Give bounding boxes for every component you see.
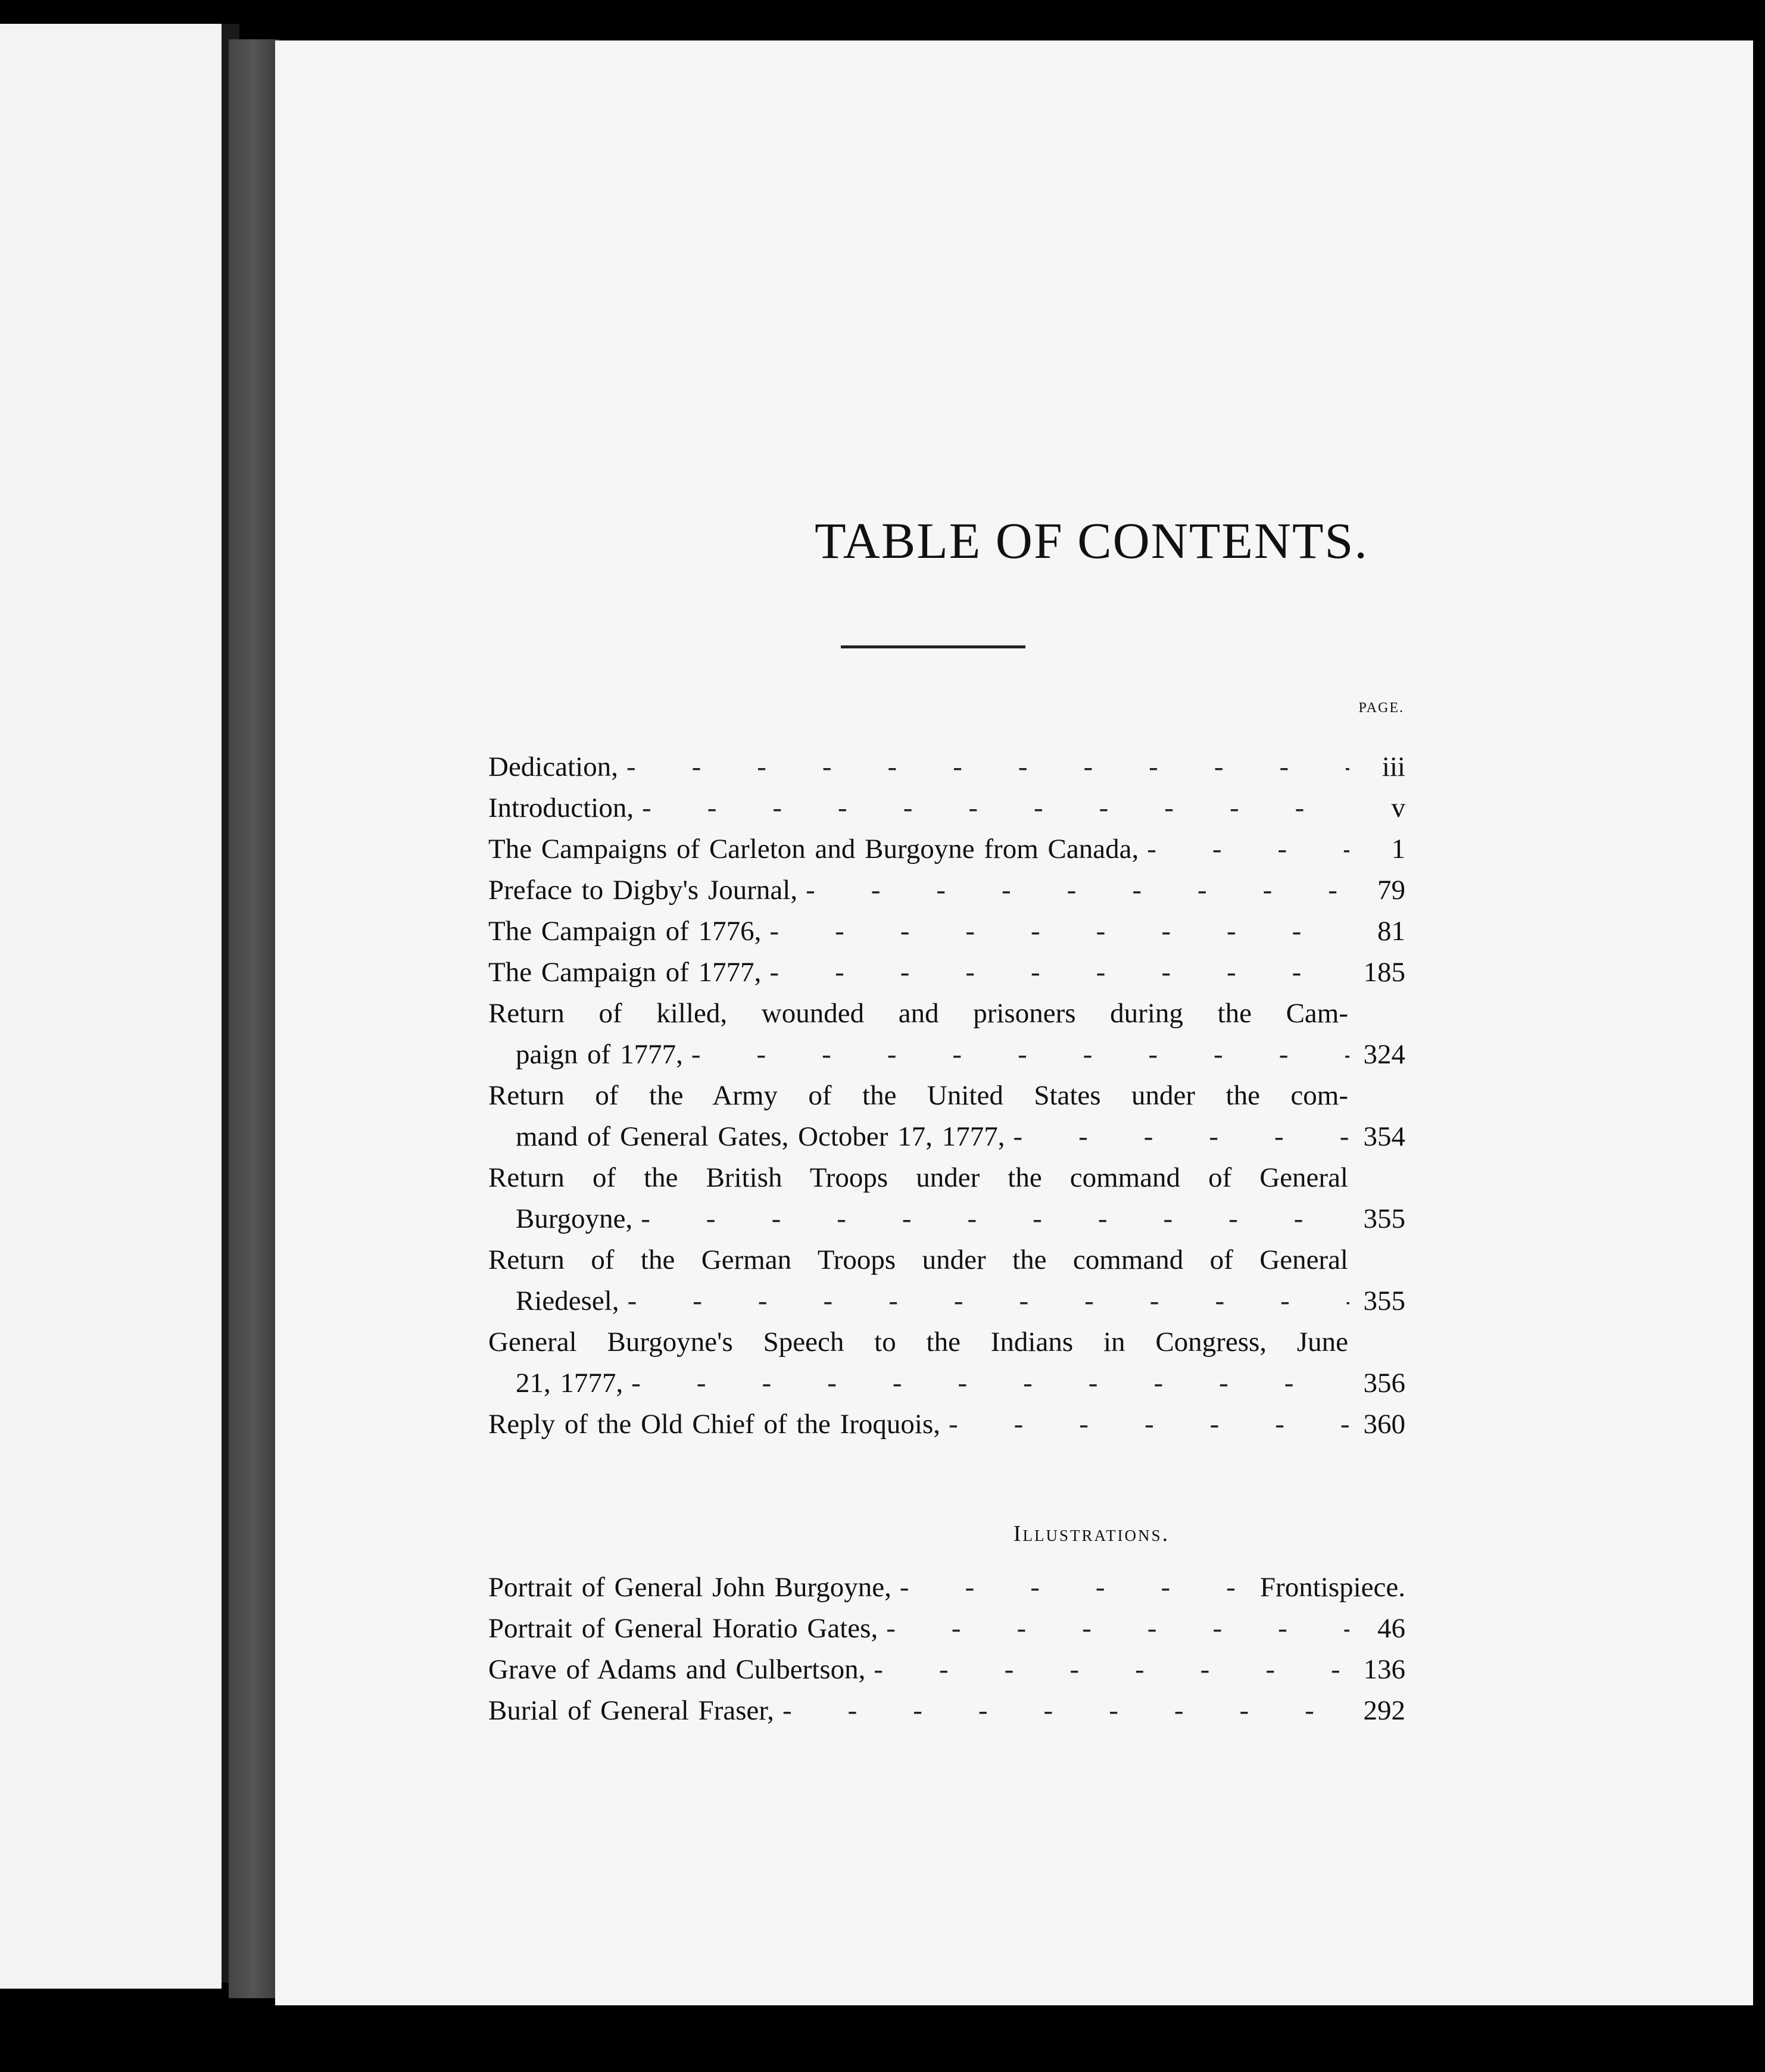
toc-entry-title-first-line: General Burgoyne's Speech to the Indians in Congress, June xyxy=(488,1327,1348,1358)
dot-leader xyxy=(1013,1116,1349,1157)
toc-entry-page: 81 xyxy=(1377,916,1405,947)
toc-entry xyxy=(488,747,1405,788)
illustration-entry xyxy=(488,1690,1405,1731)
illustration-title: Portrait of General Horatio Gates, xyxy=(488,1613,878,1644)
toc-entry-title-first-line: Return of the Army of the United States under the com- xyxy=(488,1080,1348,1111)
illustration-title: Burial of General Fraser, xyxy=(488,1695,774,1726)
page-title: TABLE OF CONTENTS. xyxy=(815,512,1368,569)
dot-leader xyxy=(900,1567,1252,1608)
dot-leader xyxy=(641,1199,1349,1240)
toc-entry xyxy=(488,1157,1405,1240)
toc-entry-title: paign of 1777, xyxy=(516,1039,683,1070)
dot-leader xyxy=(691,1034,1349,1075)
dot-leader xyxy=(806,870,1349,911)
page-column-header: PAGE. xyxy=(1358,700,1404,716)
dot-leader xyxy=(874,1649,1349,1690)
dot-leader xyxy=(628,1281,1349,1322)
toc-entry xyxy=(488,1075,1405,1157)
toc-entry-title: mand of General Gates, October 17, 1777, xyxy=(516,1121,1005,1152)
facing-page xyxy=(0,24,222,1989)
dot-leader xyxy=(949,1404,1349,1445)
toc-entry xyxy=(488,1404,1405,1445)
toc-entry xyxy=(488,1322,1405,1404)
toc-entry xyxy=(488,911,1405,952)
illustrations-list xyxy=(488,1567,1405,1731)
toc-entry-page: 79 xyxy=(1377,875,1405,906)
dot-leader xyxy=(642,788,1349,829)
illustration-title: Portrait of General John Burgoyne, xyxy=(488,1572,891,1603)
toc-entry xyxy=(488,788,1405,829)
dot-leader xyxy=(886,1608,1349,1649)
toc-entry-page: 354 xyxy=(1363,1121,1405,1152)
toc-entry xyxy=(488,1240,1405,1322)
toc-entry xyxy=(488,829,1405,870)
dot-leader xyxy=(1147,829,1349,870)
toc-entry-title: The Campaign of 1777, xyxy=(488,957,762,988)
toc-entry-title: Introduction, xyxy=(488,792,634,823)
illustration-page: Frontispiece. xyxy=(1259,1572,1405,1603)
toc-entry-page: 324 xyxy=(1363,1039,1405,1070)
illustration-title: Grave of Adams and Culbertson, xyxy=(488,1654,866,1685)
toc-entry xyxy=(488,952,1405,993)
toc-entry-title-first-line: Return of the British Troops under the command of General xyxy=(488,1162,1348,1193)
dot-leader xyxy=(626,747,1349,788)
toc-entry-title: Reply of the Old Chief of the Iroquois, xyxy=(488,1409,940,1440)
illustrations-heading: Illustrations. xyxy=(1013,1521,1170,1546)
toc-entry-page: 356 xyxy=(1363,1368,1405,1399)
toc-entry-title-first-line: Return of the German Troops under the command of General xyxy=(488,1244,1348,1275)
toc-entry-page: iii xyxy=(1382,751,1405,782)
illustration-entry xyxy=(488,1649,1405,1690)
illustration-page: 292 xyxy=(1363,1695,1405,1726)
toc-entry xyxy=(488,870,1405,911)
toc-entry-page: 355 xyxy=(1363,1285,1405,1316)
contents-page xyxy=(275,40,1753,2005)
toc-entry-title: Riedesel, xyxy=(516,1285,619,1316)
toc-entry-title: 21, 1777, xyxy=(516,1368,623,1399)
toc-entry-title: Dedication, xyxy=(488,751,618,782)
toc-entry-page: 355 xyxy=(1363,1203,1405,1234)
dot-leader xyxy=(769,911,1349,952)
illustration-entry xyxy=(488,1567,1405,1608)
toc-entry-title: Burgoyne, xyxy=(516,1203,633,1234)
illustration-entry xyxy=(488,1608,1405,1649)
toc-entry-title: The Campaign of 1776, xyxy=(488,916,762,947)
toc-entry-page: v xyxy=(1391,792,1405,823)
toc-entry-page: 360 xyxy=(1363,1409,1405,1440)
illustration-page: 136 xyxy=(1363,1654,1405,1685)
dot-leader xyxy=(631,1363,1349,1404)
toc-entry-page: 1 xyxy=(1391,834,1405,865)
dot-leader xyxy=(782,1690,1349,1731)
title-rule xyxy=(841,645,1025,648)
toc-entry-title-first-line: Return of killed, wounded and prisoners during the Cam- xyxy=(488,998,1348,1029)
dot-leader xyxy=(769,952,1349,993)
toc-entry-page: 185 xyxy=(1363,957,1405,988)
illustration-page: 46 xyxy=(1377,1613,1405,1644)
contents-list xyxy=(488,747,1405,1445)
page-gutter xyxy=(229,39,279,1998)
toc-entry xyxy=(488,993,1405,1075)
toc-entry-title: The Campaigns of Carleton and Burgoyne from Canada, xyxy=(488,834,1139,865)
toc-entry-title: Preface to Digby's Journal, xyxy=(488,875,798,906)
